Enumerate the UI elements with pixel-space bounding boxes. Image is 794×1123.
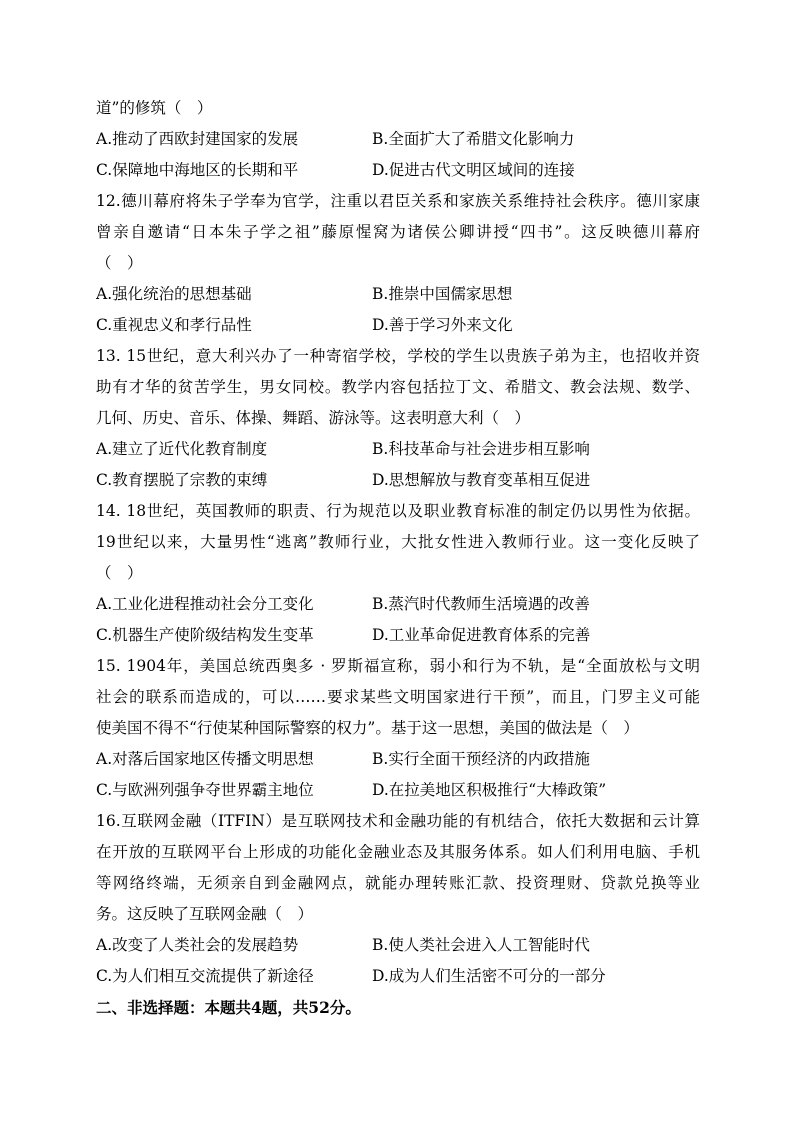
option-c: C.教育摆脱了宗教的束缚 bbox=[96, 471, 268, 489]
question-line: 社会的联系而造成的，可以……要求某些文明国家进行干预”，而且，门罗主义可能 bbox=[96, 688, 700, 706]
question-line: 12.德川幕府将朱子学奉为官学，注重以君臣关系和家族关系维持社会秩序。德川家康 bbox=[96, 192, 700, 210]
option-c: C.保障地中海地区的长期和平 bbox=[96, 161, 299, 179]
option-row bbox=[96, 961, 700, 992]
question-14 bbox=[96, 496, 700, 651]
question-line: 道”的修筑（ ） bbox=[96, 99, 213, 117]
question-line: 几何、历史、音乐、体操、舞蹈、游泳等。这表明意大利（ ） bbox=[96, 409, 531, 427]
option-row bbox=[96, 124, 700, 155]
option-c: C.为人们相互交流提供了新途径 bbox=[96, 967, 314, 985]
option-b: B.蒸汽时代教师生活境遇的改善 bbox=[372, 595, 590, 613]
question-line: 务。这反映了互联网金融（ ） bbox=[96, 905, 314, 923]
section-title: 二、非选择题：本题共4题，共52分。 bbox=[96, 998, 361, 1017]
question-line: 等网络终端，无须亲自到金融网点，就能办理转账汇款、投资理财、贷款兑换等业 bbox=[96, 874, 700, 892]
question-line: 19世纪以来，大量男性“逃离”教师行业，大批女性进入教师行业。这一变化反映了 bbox=[96, 533, 700, 551]
question-line: 曾亲自邀请“日本朱子学之祖”藤原惺窝为诸侯公卿讲授“四书”。这反映德川幕府 bbox=[96, 223, 700, 241]
option-b: B.推崇中国儒家思想 bbox=[372, 285, 513, 303]
question-line: 助有才华的贫苦学生，男女同校。教学内容包括拉丁文、希腊文、教会法规、数学、 bbox=[96, 378, 700, 396]
option-b: B.全面扩大了希腊文化影响力 bbox=[372, 130, 575, 148]
question-line: 13. 15世纪，意大利兴办了一种寄宿学校，学校的学生以贵族子弟为主，也招收并资 bbox=[96, 347, 700, 365]
option-c: C.与欧洲列强争夺世界霸主地位 bbox=[96, 781, 314, 799]
option-c: C.重视忠义和孝行品性 bbox=[96, 316, 252, 334]
option-row bbox=[96, 310, 700, 341]
option-row bbox=[96, 744, 700, 775]
question-line: 16.互联网金融（ITFIN）是互联网技术和金融功能的有机结合，依托大数据和云计算 bbox=[96, 812, 700, 830]
option-row bbox=[96, 589, 700, 620]
option-a: A.对落后国家地区传播文明思想 bbox=[96, 750, 314, 768]
option-a: A.强化统治的思想基础 bbox=[96, 285, 252, 303]
option-a: A.建立了近代化教育制度 bbox=[96, 440, 268, 458]
question-line: （ ） bbox=[96, 254, 143, 272]
option-a: A.推动了西欧封建国家的发展 bbox=[96, 130, 299, 148]
question-13 bbox=[96, 341, 700, 496]
question-15 bbox=[96, 651, 700, 806]
question-16 bbox=[96, 806, 700, 992]
option-d: D.善于学习外来文化 bbox=[372, 316, 513, 334]
option-c: C.机器生产使阶级结构发生变革 bbox=[96, 626, 314, 644]
question-12 bbox=[96, 186, 700, 341]
option-d: D.成为人们生活密不可分的一部分 bbox=[372, 967, 606, 985]
option-a: A.工业化进程推动社会分工变化 bbox=[96, 595, 314, 613]
option-d: D.工业革命促进教育体系的完善 bbox=[372, 626, 591, 644]
option-a: A.改变了人类社会的发展趋势 bbox=[96, 936, 299, 954]
question-line: 14. 18世纪，英国教师的职责、行为规范以及职业教育标准的制定仍以男性为依据。 bbox=[96, 502, 700, 520]
option-b: B.使人类社会进入人工智能时代 bbox=[372, 936, 590, 954]
question-line: 在开放的互联网平台上形成的功能化金融业态及其服务体系。如人们利用电脑、手机 bbox=[96, 843, 700, 861]
question-11 bbox=[96, 93, 700, 186]
option-row bbox=[96, 279, 700, 310]
option-row bbox=[96, 465, 700, 496]
option-d: D.思想解放与教育变革相互促进 bbox=[372, 471, 591, 489]
option-d: D.在拉美地区积极推行“大棒政策” bbox=[372, 781, 607, 799]
option-row bbox=[96, 620, 700, 651]
exam-page bbox=[96, 93, 700, 1023]
question-line: 15. 1904年，美国总统西奥多 · 罗斯福宣称，弱小和行为不轨，是“全面放松与文明 bbox=[96, 657, 700, 675]
option-row bbox=[96, 155, 700, 186]
option-d: D.促进古代文明区域间的连接 bbox=[372, 161, 575, 179]
question-line: 使美国不得不“行使某种国际警察的权力”。基于这一思想，美国的做法是（ ） bbox=[96, 719, 639, 737]
option-b: B.科技革命与社会进步相互影响 bbox=[372, 440, 590, 458]
question-line: （ ） bbox=[96, 564, 143, 582]
option-row bbox=[96, 930, 700, 961]
option-row bbox=[96, 434, 700, 465]
option-b: B.实行全面干预经济的内政措施 bbox=[372, 750, 590, 768]
option-row bbox=[96, 775, 700, 806]
